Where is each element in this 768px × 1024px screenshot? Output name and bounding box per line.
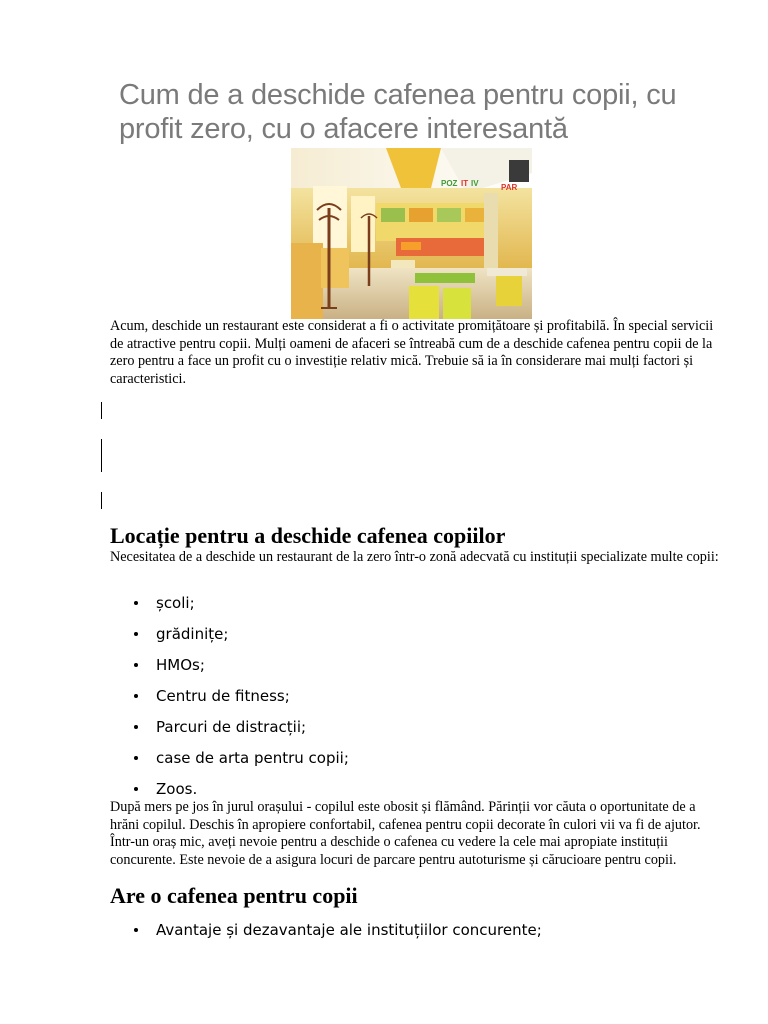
intro-paragraph: Acum, deschide un restaurant este considerat a fi o activitate promițătoare și profitabilă. În special servicii de atractive pentru copii. Mulți oameni de afaceri se întreabă cum de a deschide cafenea pentru copii de la zero pentru a face un profit cu o investiție relativ mică. Trebuie să ia în considerare mai mulți factori și caracteristici. [110, 318, 714, 387]
section-heading-location: Locație pentru a deschide cafenea copiilor [110, 523, 506, 548]
bullet-icon [134, 663, 138, 667]
bullet-icon [134, 928, 138, 932]
list-item: case de arta pentru copii; [110, 748, 710, 779]
svg-text:PAR: PAR [501, 183, 518, 192]
list-item: școli; [110, 593, 710, 624]
text-cursor [101, 439, 102, 472]
bullet-icon [134, 756, 138, 760]
section-location-body: După mers pe jos în jurul orașului - copilul este obosit și flămând. Părinții vor căuta o oportunitate de a hrăni copilul. Deschis în apropiere confortabil, cafenea pentru copii decorate în culori vii va fi de ajutor. Într-un oraș mic, aveți nevoie pentru a deschide o cafenea cu vedere la cele mai apropiate instituții concurente. Este nevoie de a asigura locuri de parcare pentru autoturisme și cărucioare pentru copii. [110, 799, 701, 868]
svg-text:IV: IV [471, 179, 479, 188]
list-item: Avantaje și dezavantaje ale instituțiilor concurente; [110, 920, 710, 951]
list-item: HMOs; [110, 655, 710, 686]
bullet-icon [134, 725, 138, 729]
section-heading-cafe: Are o cafenea pentru copii [110, 883, 358, 908]
text-cursor [101, 402, 102, 419]
list-item: Parcuri de distracții; [110, 717, 710, 748]
cafe-interior-image [291, 148, 532, 319]
svg-text:IT: IT [461, 179, 469, 188]
bullet-icon [134, 694, 138, 698]
location-list [110, 593, 710, 810]
list-item: grădinițe; [110, 624, 710, 655]
bullet-icon [134, 601, 138, 605]
page-title: Cum de a deschide cafenea pentru copii, cu profit zero, cu o afacere interesantă [119, 79, 677, 145]
list-item: Zoos. [110, 779, 710, 810]
bullet-icon [134, 787, 138, 791]
cafe-list [110, 920, 710, 951]
cafe-interior-illustration [291, 148, 532, 319]
list-item: Centru de fitness; [110, 686, 710, 717]
section-location-intro: Necesitatea de a deschide un restaurant de la zero într-o zonă adecvată cu instituții specializate multe copii: [110, 549, 719, 565]
svg-text:POZ: POZ [441, 179, 458, 188]
text-cursor [101, 492, 102, 509]
bullet-icon [134, 632, 138, 636]
